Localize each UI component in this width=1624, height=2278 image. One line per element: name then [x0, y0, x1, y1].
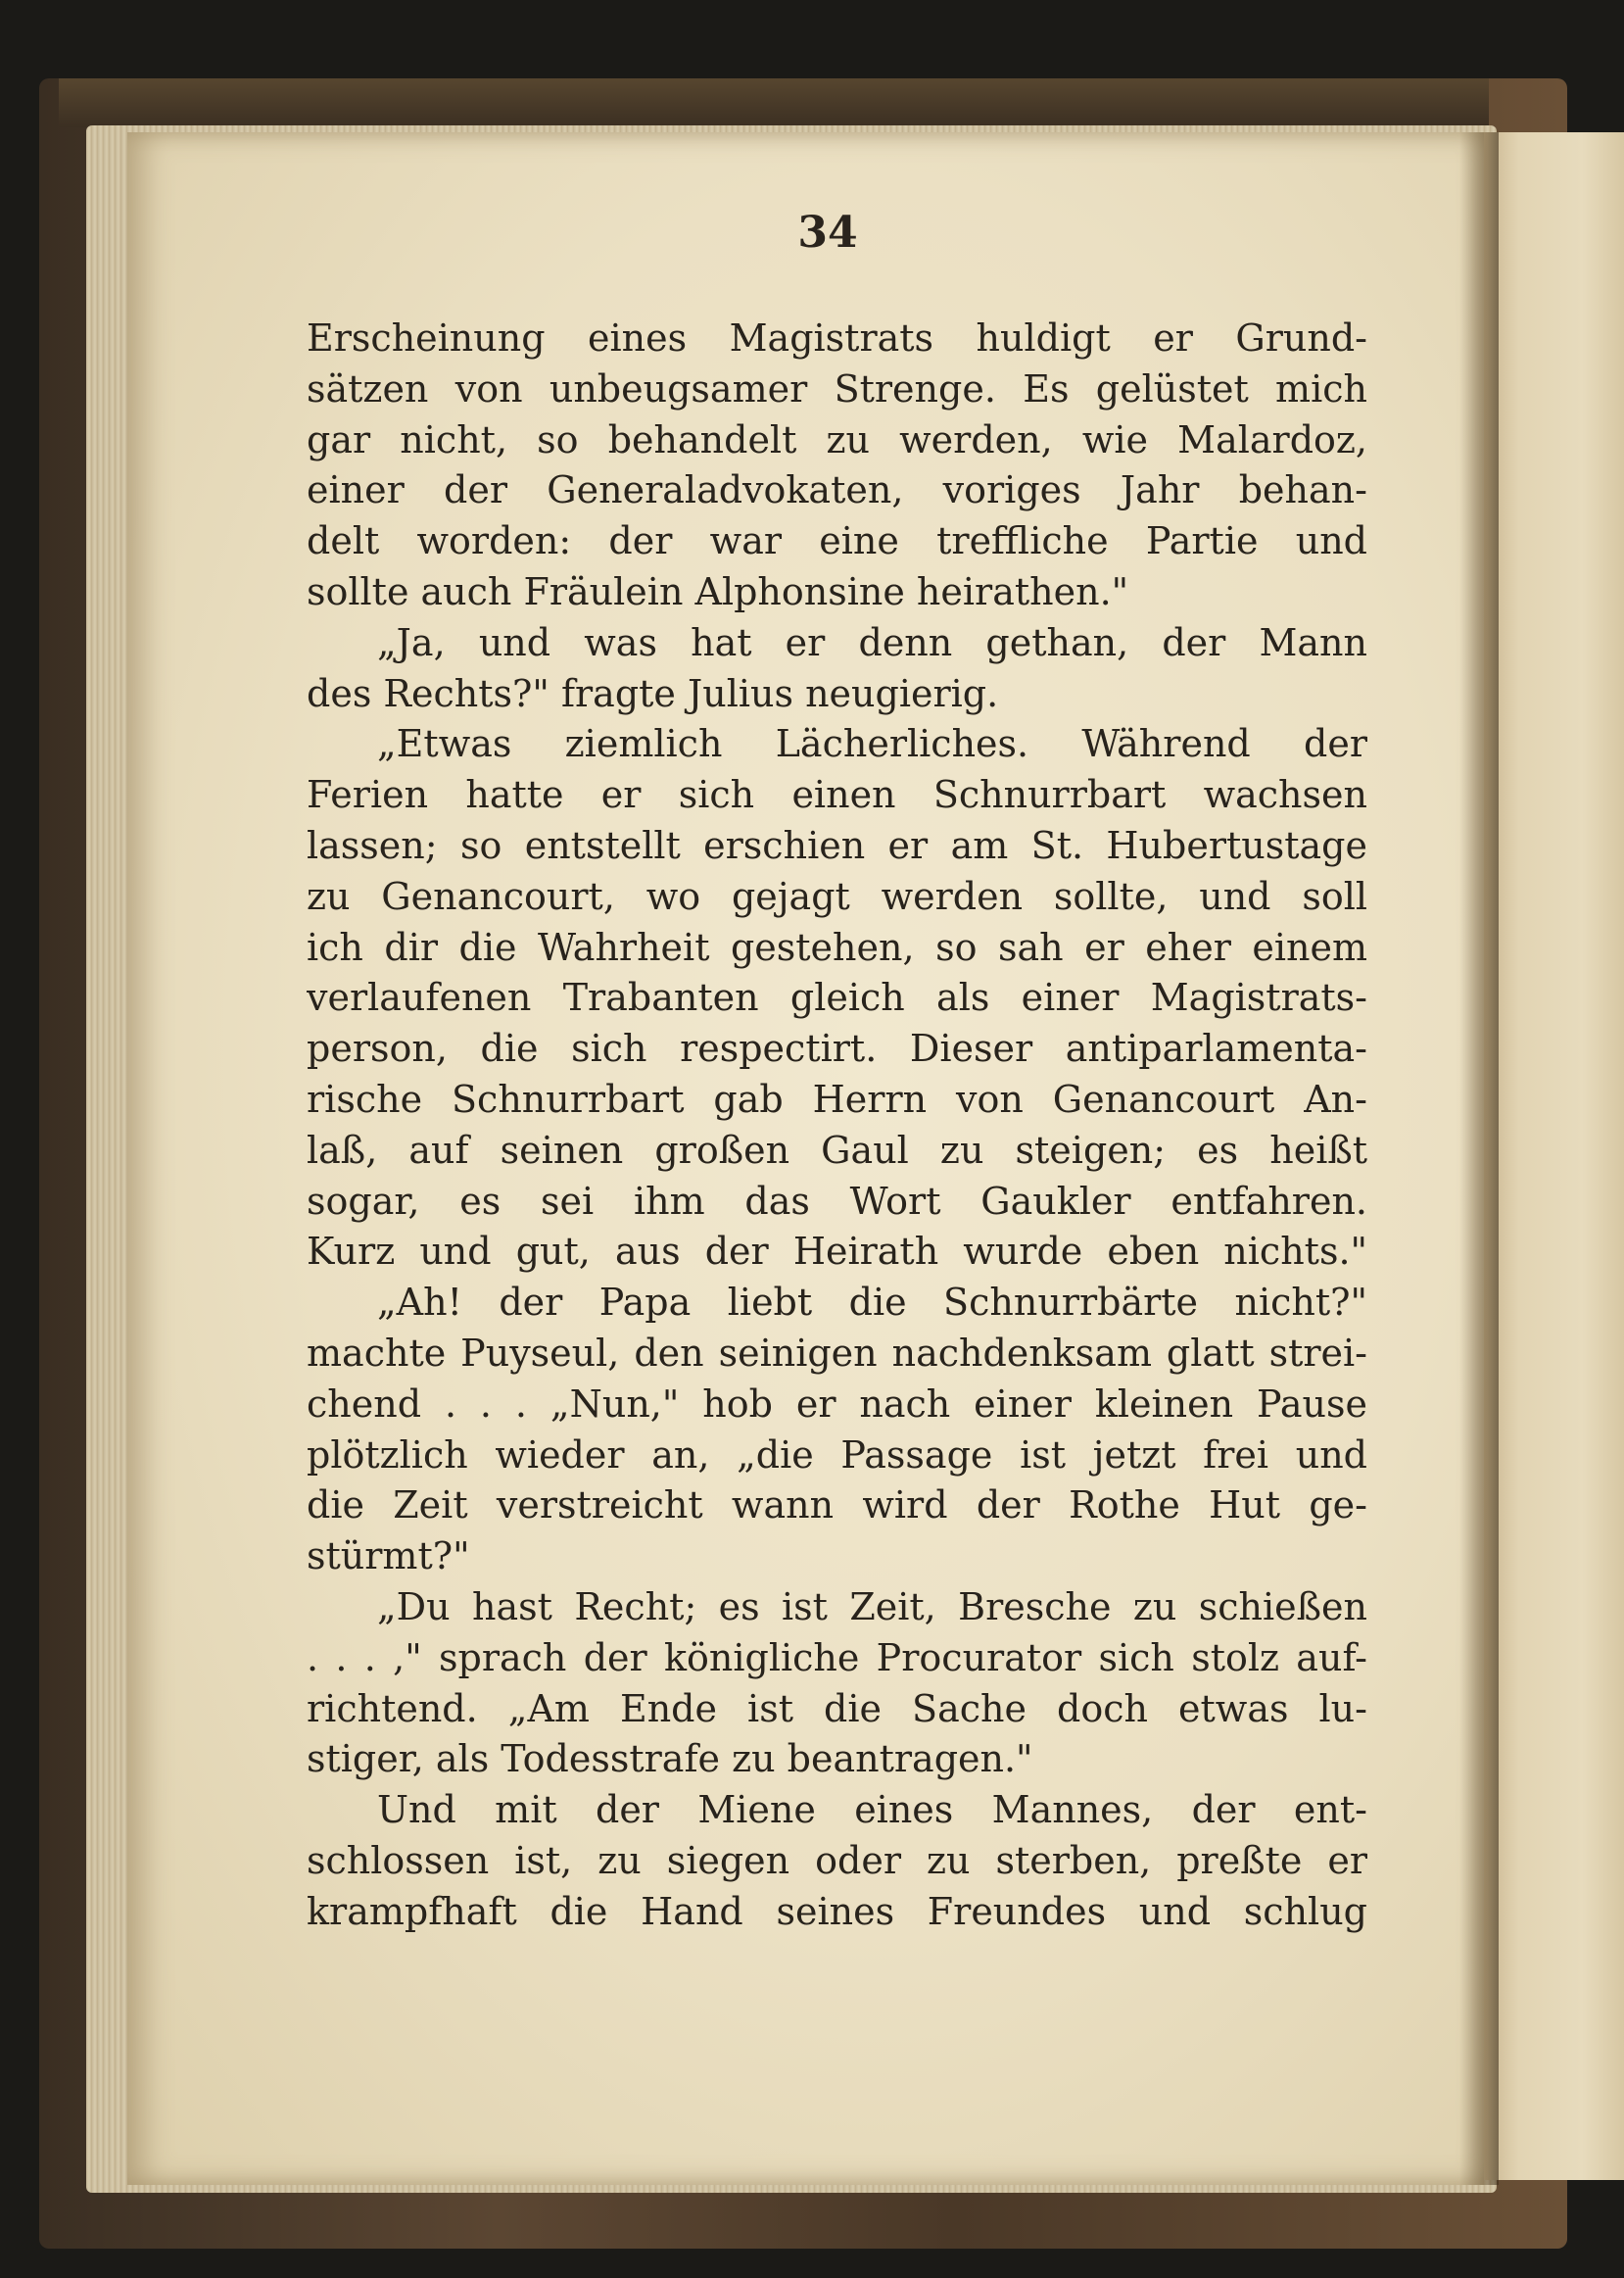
text-line: krampfhaft die Hand seines Freundes und schlug — [307, 1889, 1367, 1933]
text-line: sätzen von unbeugsamer Strenge. Es gelüstet mich — [307, 366, 1367, 411]
text-line: „Ah! der Papa liebt die Schnurrbärte nicht?" — [377, 1281, 1367, 1325]
text-line: machte Puyseul, den seinigen nachdenksam glatt strei- — [307, 1331, 1367, 1375]
text-line: „Etwas ziemlich Lächerliches. Während der — [377, 722, 1367, 766]
text-line: Erscheinung eines Magistrats huldigt er Grund- — [307, 316, 1367, 360]
text-line: stiger, als Todesstrafe zu beantragen." — [307, 1737, 1033, 1781]
text-line: rische Schnurrbart gab Herrn von Genancourt An- — [307, 1077, 1367, 1121]
text-line: person, die sich respectirt. Dieser antiparlamenta- — [307, 1027, 1367, 1071]
text-line: sogar, es sei ihm das Wort Gaukler entfahren. — [307, 1179, 1367, 1223]
text-line: laß, auf seinen großen Gaul zu steigen; es heißt — [307, 1128, 1367, 1172]
text-line: schlossen ist, zu siegen oder zu sterben, preßte er — [307, 1838, 1367, 1882]
page-number: 34 — [797, 208, 858, 258]
cover-top-edge — [59, 78, 1489, 127]
facing-page-edge — [1484, 132, 1624, 2180]
text-line: einer der Generaladvokaten, voriges Jahr behan- — [307, 468, 1367, 512]
text-line: zu Genancourt, wo gejagt werden sollte, und soll — [307, 874, 1367, 918]
text-line: . . . ," sprach der königliche Procurator sich stolz auf- — [307, 1635, 1367, 1679]
text-line: ich dir die Wahrheit gestehen, so sah er eher einem — [307, 925, 1367, 969]
text-line: delt worden: der war eine treffliche Partie und — [307, 519, 1367, 563]
text-line: „Du hast Recht; es ist Zeit, Bresche zu schießen — [377, 1584, 1367, 1628]
text-line: Und mit der Miene eines Mannes, der ent- — [377, 1788, 1367, 1832]
text-line: des Rechts?" fragte Julius neugierig. — [307, 671, 999, 715]
text-line: gar nicht, so behandelt zu werden, wie Malardoz, — [307, 417, 1367, 461]
text-line: die Zeit verstreicht wann wird der Rothe Hut ge- — [307, 1483, 1367, 1527]
gutter-shadow — [1459, 132, 1499, 2185]
text-line: verlaufenen Trabanten gleich als einer Magistrats- — [307, 976, 1367, 1020]
text-line: richtend. „Am Ende ist die Sache doch etwas lu- — [307, 1686, 1367, 1730]
text-line: chend . . . „Nun," hob er nach einer kleinen Pause — [307, 1381, 1367, 1426]
text-line: lassen; so entstellt erschien er am St. Hubertustage — [307, 823, 1367, 867]
body-text — [307, 314, 1367, 1938]
text-line: plötzlich wieder an, „die Passage ist jetzt frei und — [307, 1432, 1367, 1477]
text-line: „Ja, und was hat er denn gethan, der Mann — [377, 620, 1367, 664]
text-line: stürmt?" — [307, 1534, 470, 1578]
text-line: Ferien hatte er sich einen Schnurrbart wachsen — [307, 773, 1367, 817]
text-line: Kurz und gut, aus der Heirath wurde eben nichts." — [307, 1230, 1367, 1274]
text-line: sollte auch Fräulein Alphonsine heirathen." — [307, 569, 1129, 613]
